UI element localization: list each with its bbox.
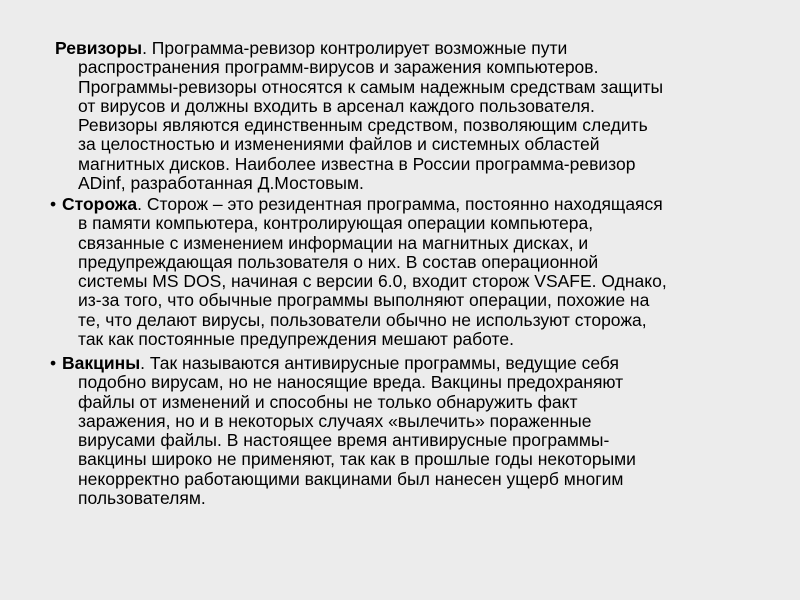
bullet-icon: •: [50, 353, 57, 373]
text-line: так как постоянные предупреждения мешают работе.: [78, 329, 514, 350]
text-line: предупреждающая пользователя о них. В состав операционной: [78, 251, 599, 272]
text-line: . Так называются антивирусные программы, ведущие себя: [140, 353, 620, 373]
text-line: в памяти компьютера, контролирующая операции компьютера,: [78, 213, 594, 234]
text-line: пользователям.: [78, 488, 206, 509]
paragraph-storozha: [50, 195, 750, 349]
text-line: Ревизоры являются единственным средством, позволяющим следить: [78, 115, 648, 136]
text-line: вакцины широко не применяют, так как в прошлые годы некоторыми: [78, 449, 636, 470]
term-revizory: Ревизоры: [55, 38, 143, 58]
bullet-icon: •: [50, 194, 57, 214]
text-line: некорректно работающими вакцинами был нанесен ущерб многим: [78, 468, 624, 489]
text-line: те, что делают вирусы, пользователи обычно не используют сторожа,: [78, 309, 647, 330]
text-line: подобно вирусам, но не наносящие вреда. Вакцины предохраняют: [78, 372, 624, 393]
text-line: . Сторож – это резидентная программа, постоянно находящаяся: [137, 194, 663, 214]
text-line: файлы от изменений и способны не только обнаружить факт: [78, 391, 578, 412]
text-line: за целостностью и изменениями файлов и системных областей: [78, 134, 600, 155]
text-line: от вирусов и должны входить в арсенал каждого пользователя.: [78, 95, 595, 116]
paragraph-first-line: [50, 195, 750, 214]
text-line: магнитных дисков. Наиболее известна в России программа-ревизор: [78, 153, 636, 174]
paragraph-vakciny: [50, 354, 750, 508]
text-line: системы MS DOS, начиная с версии 6.0, входит сторож VSAFE. Однако,: [78, 271, 667, 292]
text-line: Программы-ревизоры относятся к самым надежным средствам защиты: [78, 76, 664, 97]
text-line: из-за того, что обычные программы выполняют операции, похожие на: [78, 290, 650, 311]
text-line: связанные с изменением информации на магнитных дисках, и: [78, 232, 589, 253]
text-line: вирусами файлы. В настоящее время антивирусные программы-: [78, 430, 610, 451]
paragraph-first-line: [50, 354, 750, 373]
term-storozha: Сторожа: [62, 194, 138, 214]
text-line: распространения программ-вирусов и заражения компьютеров.: [78, 57, 599, 78]
paragraph-first-line: [50, 39, 750, 58]
term-vakciny: Вакцины: [62, 353, 141, 373]
text-line: . Программа-ревизор контролирует возможные пути: [142, 38, 568, 58]
text-line: ADinf, разработанная Д.Мостовым.: [78, 173, 364, 194]
paragraph-revizory: [50, 39, 750, 193]
text-line: заражения, но и в некоторых случаях «вылечить» пораженные: [78, 410, 592, 431]
